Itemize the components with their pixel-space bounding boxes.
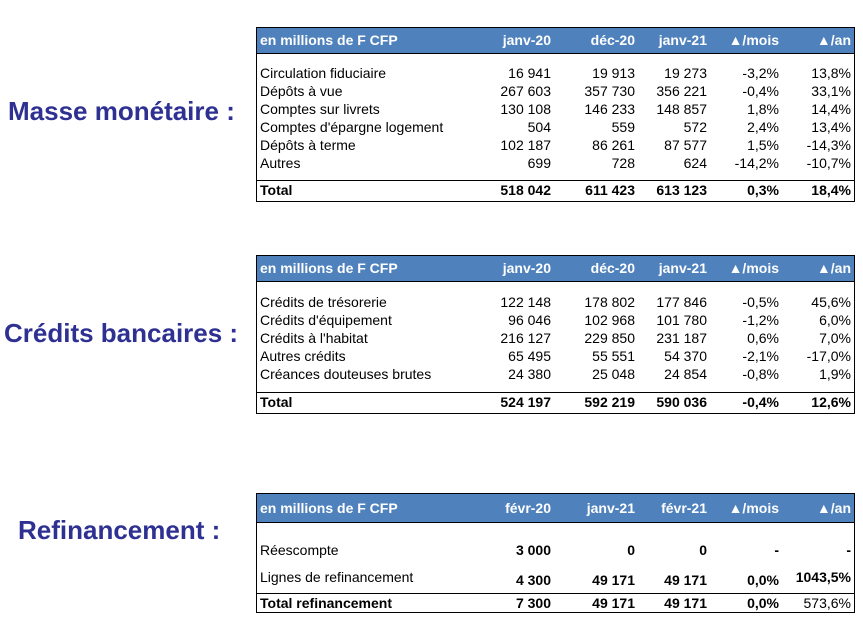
row-label: Lignes de refinancement: [260, 569, 414, 585]
header-col-2: déc-20: [590, 260, 635, 276]
table-row: [257, 64, 854, 82]
row-label: Dépôts à terme: [260, 137, 356, 153]
row-label: Crédits à l'habitat: [260, 330, 368, 346]
cell: -10,7%: [806, 155, 851, 171]
table-row: [257, 136, 854, 154]
cell: -0,4%: [742, 83, 779, 99]
cell: 1,8%: [747, 101, 779, 117]
header-col-3: févr-21: [661, 500, 707, 516]
cell: 86 261: [592, 137, 635, 153]
cell: 0,6%: [747, 330, 779, 346]
table-body: [256, 54, 855, 202]
cell: 0,0%: [747, 572, 779, 588]
cell: 624: [683, 155, 707, 171]
header-col-1: févr-20: [505, 500, 551, 516]
cell: -2,1%: [742, 348, 779, 364]
row-label: Dépôts à vue: [260, 83, 343, 99]
cell: 1,9%: [819, 366, 851, 382]
total-row: [257, 392, 854, 413]
total-label: Total: [260, 182, 293, 198]
table-row: [257, 365, 854, 383]
cell: 216 127: [500, 330, 551, 346]
table-row: [257, 118, 854, 136]
cell: 130 108: [500, 101, 551, 117]
cell: 19 273: [664, 65, 707, 81]
cell: 590 036: [656, 394, 707, 410]
cell: -1,2%: [742, 312, 779, 328]
header-col-1: janv-20: [502, 260, 551, 276]
row-label: Comptes d'épargne logement: [260, 119, 444, 135]
header-col-month: ▲/mois: [728, 32, 779, 48]
cell: 231 187: [656, 330, 707, 346]
cell: 49 171: [664, 572, 707, 588]
row-label: Circulation fiduciaire: [260, 65, 387, 81]
header-label: en millions de F CFP: [260, 260, 398, 276]
table-header: [256, 27, 855, 54]
table-row: [257, 100, 854, 118]
cell: 7,0%: [819, 330, 851, 346]
cell: -3,2%: [742, 65, 779, 81]
table-body: [256, 282, 855, 414]
cell: 6,0%: [819, 312, 851, 328]
cell: 49 171: [592, 572, 635, 588]
cell: 1043,5%: [795, 569, 851, 585]
header-col-month: ▲/mois: [728, 260, 779, 276]
cell: 13,8%: [811, 65, 851, 81]
row-label: Autres: [260, 155, 301, 171]
header-label: en millions de F CFP: [260, 500, 398, 516]
cell: 16 941: [508, 65, 551, 81]
table-row: [257, 347, 854, 365]
cell: 178 802: [584, 294, 635, 310]
header-col-month: ▲/mois: [728, 500, 779, 516]
cell: -: [846, 542, 851, 558]
total-row: [257, 593, 854, 612]
cell: 592 219: [584, 394, 635, 410]
header-col-3: janv-21: [658, 260, 707, 276]
cell: 12,6%: [811, 394, 851, 410]
cell: 573,6%: [803, 595, 851, 611]
row-label: Crédits de trésorerie: [260, 294, 387, 310]
cell: 356 221: [656, 83, 707, 99]
table-body: [256, 523, 855, 613]
cell: 229 850: [584, 330, 635, 346]
section-title-masse-monetaire: Masse monétaire :: [8, 96, 235, 126]
cell: 4 300: [515, 572, 551, 588]
cell: 699: [527, 155, 551, 171]
cell: 45,6%: [811, 294, 851, 310]
total-label: Total refinancement: [260, 595, 392, 611]
cell: 613 123: [656, 182, 707, 198]
cell: 357 730: [584, 83, 635, 99]
cell: 572: [683, 119, 707, 135]
cell: 2,4%: [747, 119, 779, 135]
cell: 55 551: [592, 348, 635, 364]
total-label: Total: [260, 394, 293, 410]
cell: 54 370: [664, 348, 707, 364]
cell: 102 187: [500, 137, 551, 153]
table-row: [257, 154, 854, 172]
cell: 7 300: [515, 595, 551, 611]
cell: -0,5%: [742, 294, 779, 310]
table-row: [257, 293, 854, 311]
cell: 177 846: [656, 294, 707, 310]
total-row: [257, 180, 854, 201]
table-row: [257, 82, 854, 100]
cell: -14,3%: [806, 137, 851, 153]
cell: -: [774, 542, 779, 558]
row-label: Crédits d'équipement: [260, 312, 392, 328]
table-row: [257, 311, 854, 329]
cell: 65 495: [508, 348, 551, 364]
cell: 3 000: [515, 542, 551, 558]
cell: -0,8%: [742, 366, 779, 382]
cell: 33,1%: [811, 83, 851, 99]
cell: 0: [627, 542, 635, 558]
cell: 18,4%: [811, 182, 851, 198]
cell: 14,4%: [811, 101, 851, 117]
cell: 101 780: [656, 312, 707, 328]
cell: 24 380: [508, 366, 551, 382]
row-label: Réescompte: [260, 542, 339, 558]
cell: 96 046: [508, 312, 551, 328]
cell: 0: [699, 542, 707, 558]
header-col-2: janv-21: [586, 500, 635, 516]
table-masse-monetaire: [256, 27, 855, 202]
cell: 524 197: [500, 394, 551, 410]
cell: 267 603: [500, 83, 551, 99]
table-header: [256, 493, 855, 523]
table-row: [257, 568, 854, 590]
row-label: Créances douteuses brutes: [260, 366, 432, 382]
cell: 102 968: [584, 312, 635, 328]
section-title-refinancement: Refinancement :: [18, 515, 221, 545]
cell: 13,4%: [811, 119, 851, 135]
cell: 87 577: [664, 137, 707, 153]
section-title-credits-bancaires: Crédits bancaires :: [4, 318, 239, 348]
row-label: Autres crédits: [260, 348, 346, 364]
cell: 559: [611, 119, 635, 135]
cell: 518 042: [500, 182, 551, 198]
header-col-2: déc-20: [590, 32, 635, 48]
cell: 0,3%: [747, 182, 779, 198]
header-col-1: janv-20: [502, 32, 551, 48]
cell: 0,0%: [747, 595, 779, 611]
cell: 25 048: [592, 366, 635, 382]
cell: 146 233: [584, 101, 635, 117]
header-label: en millions de F CFP: [260, 32, 398, 48]
cell: 504: [527, 119, 551, 135]
table-row: [257, 329, 854, 347]
table-header: [256, 255, 855, 282]
header-col-3: janv-21: [658, 32, 707, 48]
table-row: [257, 541, 854, 568]
cell: -0,4%: [742, 394, 779, 410]
cell: -14,2%: [734, 155, 779, 171]
cell: 49 171: [664, 595, 707, 611]
cell: 24 854: [664, 366, 707, 382]
cell: 611 423: [585, 182, 635, 198]
cell: 728: [611, 155, 635, 171]
header-col-year: ▲/an: [816, 32, 851, 48]
cell: 1,5%: [747, 137, 779, 153]
cell: 19 913: [592, 65, 635, 81]
table-refinancement: [256, 493, 855, 613]
table-credits-bancaires: [256, 255, 855, 414]
header-col-year: ▲/an: [816, 260, 851, 276]
cell: 148 857: [656, 101, 707, 117]
cell: 122 148: [500, 294, 551, 310]
row-label: Comptes sur livrets: [260, 101, 380, 117]
cell: 49 171: [592, 595, 635, 611]
header-col-year: ▲/an: [816, 500, 851, 516]
cell: -17,0%: [806, 348, 851, 364]
